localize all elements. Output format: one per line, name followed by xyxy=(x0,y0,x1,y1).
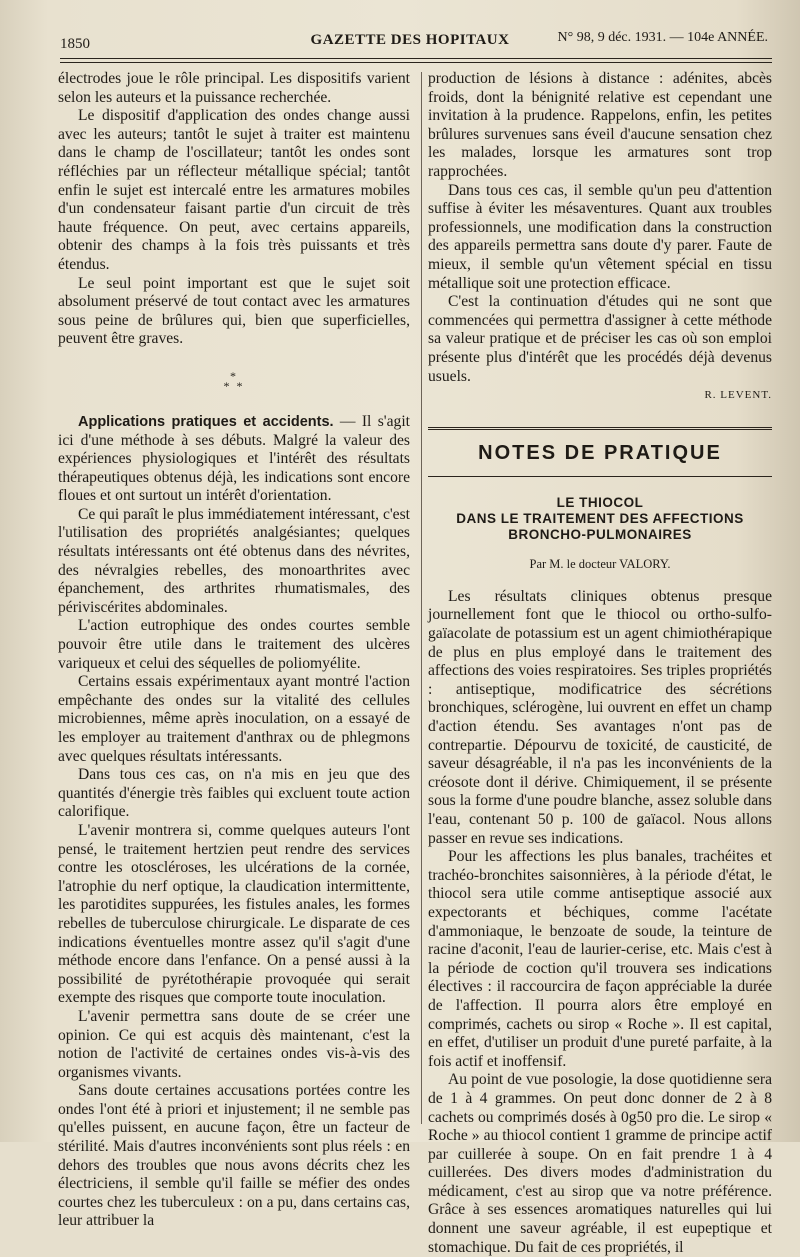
article-title-line: BRONCHO-PULMONAIRES xyxy=(508,527,692,543)
notes-title: NOTES DE PRATIQUE xyxy=(478,441,722,464)
byline: Par M. le docteur VALORY. xyxy=(529,557,671,572)
asterism: * * * xyxy=(223,368,245,393)
paragraph: électrodes joue le rôle principal. Les dispositifs varient selon les auteurs et la puissance recherchée. xyxy=(58,70,410,106)
paragraph: Les résultats cliniques obtenus presque journellement font que le thiocol ou ortho-sulfo-gaïacolate de potassium est un agent chimiothérapique de plus en plus employé dans le traitement des affections des voies respiratoires. Ses triples propriétés : antiseptique, modificatrice des sécrétions bronchiques, sclérogène, lui ouvrent en effet un champ d'action étendu. Ses avantages n'ont pas de contrepartie. Dépourvu de toxicité, de causticité, de saveur désagréable, il n'a pas les inconvénients de la créosote dont il dérive. Chimiquement, il se présente sous la forme d'une poudre blanche, assez soluble dans l'eau, contenant 50 p. 100 de gaïacol. Nous allons passer en revue ses indications. xyxy=(428,587,772,847)
paragraph: Pour les affections les plus banales, trachéites et trachéo-bronchites saisonnières, à la période d'état, le thiocol sera utile comme antiseptique associé aux expectorants et béchiques, comme l'acétate d'ammoniaque, le benzoate de soude, la teinture de racine d'aconit, l'eau de laurier-cerise, etc. Mais c'est à la période de coction qu'il trouvera ses indications électives : il raccourcira de façon appréciable la durée de l'affection. Il pourra alors être employé en comprimés, cachets ou sirop « Roche ». Il est capital, en effet, d'utiliser un produit d'une pureté parfaite, à la fois actif et inoffensif. xyxy=(428,848,772,1070)
paragraph: Au point de vue posologie, la dose quotidienne sera de 1 à 4 grammes. On peut donc donner de 2 à 8 cachets ou comprimés dosés à 0g50 pro die. Le sirop « Roche » au thiocol contient 1 gramme de principe actif par cuillerée à soupe. On en fait prendre 1 à 4 cuillerées. Des divers modes d'administration du médicament, c'est au sirop que va notre préférence. Grâce à ses essences aromatiques naturelles qui lui donnent une saveur agréable, il est eupeptique et stomachique. Du fait de ces propriétés, il xyxy=(428,1071,772,1256)
notes-banner xyxy=(428,427,772,478)
left-column xyxy=(58,70,410,1231)
right-column xyxy=(428,70,772,1257)
paragraph: L'avenir permettra sans doute de se créer une opinion. Ce qui est acquis dès maintenant, c'est la notion de l'activité de certaines ondes vis-à-vis des organismes vivants. xyxy=(58,1007,410,1081)
header-rule-bottom xyxy=(60,62,772,63)
article-title-line: LE THIOCOL xyxy=(556,495,644,511)
section-heading: Applications pratiques et accidents. xyxy=(78,413,334,430)
paragraph: Ce qui paraît le plus immédiatement intéressant, c'est l'utilisation des propriétés analgésiantes; quelques résultats intéressants ont été obtenus dans des névrites, des névralgies rebelles, des monoarthrites avec épanchement, des arthrites rhumatismales, des périviscérites abdominales. xyxy=(58,505,410,616)
paragraph: Certains essais expérimentaux ayant montré l'action empêchante des ondes sur la vitalité des cellules microbiennes, même après inoculation, on a essayé de les employer au traitement d'anthrax ou de phlegmons avec quelques résultats intéressants. xyxy=(58,673,410,765)
author-signature: R. LEVENT. xyxy=(704,389,772,402)
paragraph: C'est la continuation d'études qui ne sont que commencées qui permettra d'assigner à cette méthode sa valeur pratique et de préciser les cas où son emploi présente plus d'intérêt que les procédés déjà devenus usuels. xyxy=(428,293,772,385)
paragraph: L'action eutrophique des ondes courtes semble pouvoir être utile dans le traitement des ulcères variqueux et celui des séquelles de poliomyélite. xyxy=(58,617,410,672)
column-divider xyxy=(421,72,422,1124)
journal-title: GAZETTE DES HOPITAUX xyxy=(310,32,510,48)
article-title-line: DANS LE TRAITEMENT DES AFFECTIONS xyxy=(456,511,744,527)
issue-info: N° 98, 9 déc. 1931. — 104e ANNÉE. xyxy=(557,30,768,45)
paragraph: Dans tous ces cas, on n'a mis en jeu que des quantités d'énergie très faibles qui excluent toute action calorifique. xyxy=(58,766,410,821)
paragraph: Le dispositif d'application des ondes change aussi avec les auteurs; tantôt le sujet à traiter est maintenu dans le champ de l'oscillateur; tantôt les ondes sont réfléchies par un réflecteur métallique spécial; tantôt enfin le sujet est intercalé entre les armatures mobiles d'un condensateur faisant partie d'un circuit de très haute fréquence. On peut, avec certains appareils, obtenir des champs à la fois très puissants et très étendus. xyxy=(58,107,410,273)
header-rule-top xyxy=(60,58,772,59)
paragraph: production de lésions à distance : adénites, abcès froids, dont la bénignité relative est cependant une invitation à la prudence. Rappelons, enfin, les petites brûlures survenues sans éveil d'aucune sensation chez les malades, lorsque les armatures sont trop rapprochées. xyxy=(428,70,772,180)
page-number: 1850 xyxy=(60,36,90,52)
paragraph: L'avenir montrera si, comme quelques auteurs l'ont pensé, le traitement hertzien peut rendre des services contre les otoscléroses, les ulcérations de la cornée, l'atrophie du nerf optique, la claudication intermittente, les parotidites suppurées, les fistules anales, les formes rebelles de tuberculose chirurgicale. Le disparate de ces indications éventuelles montre assez qu'il s'agit d'une méthode encore dans l'enfance. On a pensé aussi à la possibilité de pyrétothérapie provoquée qui serait exempte des risques que comporte toute inoculation. xyxy=(58,821,410,1007)
paragraph: Sans doute certaines accusations portées contre les ondes l'ont été à priori et injustement; il ne semble pas qu'elles puissent, en aucune façon, être un facteur de stérilité. Mais d'autres inconvénients sont plus réels : en dehors des troubles que nous avons décrits chez les électriciens, il semble qu'il faille se méfier des ondes courtes chez les tuberculeux : on a pu, dans certains cas, leur attribuer la xyxy=(58,1082,410,1230)
paragraph: Dans tous ces cas, il semble qu'un peu d'attention suffise à éviter les mésaventures. Quant aux troubles professionnels, une modification dans la construction des appareils permettra sans doute d'y parer. Faute de mieux, il semble qu'un vêtement spécial en tissu métallique soit une protection efficace. xyxy=(428,181,772,292)
section-text: — Il s'agit ici d'une méthode à ses débuts. Malgré la valeur des expériences physiologiques et l'intérêt des résultats thérapeutiques obtenus déjà, les indications sont encore floues et ont surtout un intérêt d'orientation. xyxy=(58,412,410,505)
section-paragraph xyxy=(58,413,410,506)
page-header xyxy=(52,22,768,50)
paragraph: Le seul point important est que le sujet soit absolument préservé de tout contact avec les armatures sous peine de brûlures qui, bien que superficielles, peuvent être graves. xyxy=(58,274,410,348)
article-title xyxy=(428,495,772,543)
